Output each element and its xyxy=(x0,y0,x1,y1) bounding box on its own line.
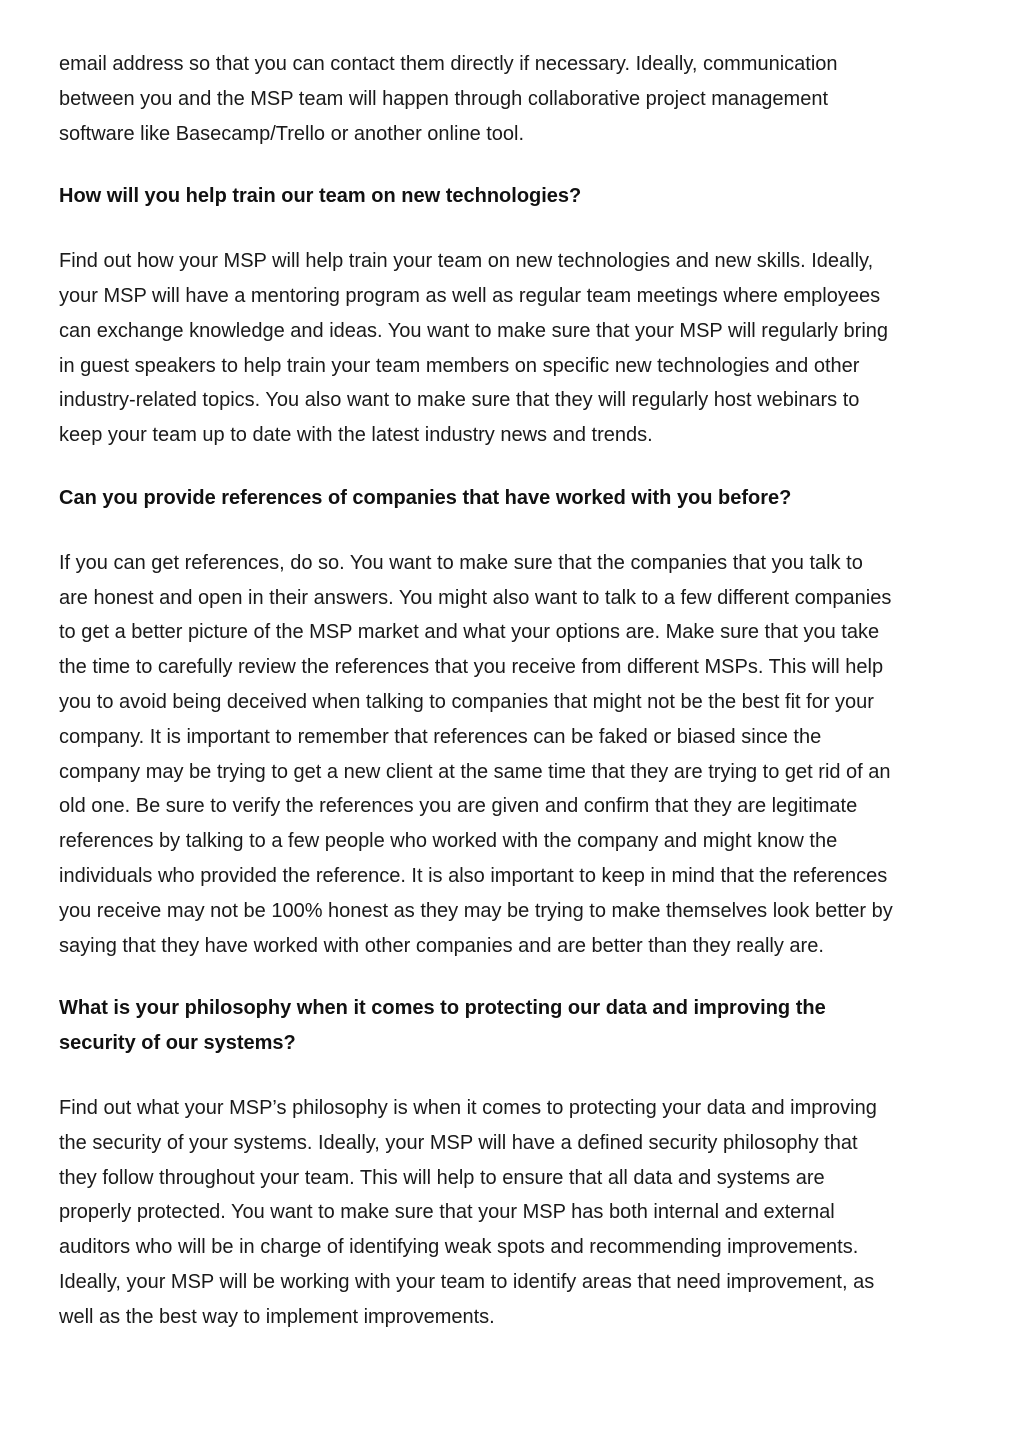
paragraph-line: If you can get references, do so. You want to make sure that the companies that you talk to xyxy=(59,551,863,574)
paragraph-line: in guest speakers to help train your team members on specific new technologies and other xyxy=(59,354,860,377)
paragraph-line: old one. Be sure to verify the references you are given and confirm that they are legitimate xyxy=(59,795,858,818)
paragraph-line: between you and the MSP team will happen through collaborative project management xyxy=(59,87,828,110)
paragraph-line: industry-related topics. You also want to make sure that they will regularly host webinars to xyxy=(59,389,860,412)
paragraph-line: Find out how your MSP will help train your team on new technologies and new skills. Ideally, xyxy=(59,250,874,273)
paragraph-line: can exchange knowledge and ideas. You want to make sure that your MSP will regularly bring xyxy=(59,319,889,342)
paragraph-line: keep your team up to date with the latest industry news and trends. xyxy=(59,424,653,447)
heading-security-philosophy xyxy=(59,991,979,1061)
heading-train-team: How will you help train our team on new technologies? xyxy=(59,185,582,208)
heading-line: What is your philosophy when it comes to protecting our data and improving the xyxy=(59,997,826,1020)
paragraph-line: you receive may not be 100% honest as they may be trying to make themselves look better by xyxy=(59,899,893,922)
paragraph-line: are honest and open in their answers. You might also want to talk to a few different companies xyxy=(59,586,892,609)
paragraph-line: you to avoid being deceived when talking to companies that might not be the best fit for your xyxy=(59,690,874,713)
paragraph-references xyxy=(59,546,979,964)
paragraph-line: the time to carefully review the references that you receive from different MSPs. This will help xyxy=(59,656,884,679)
paragraph-line: well as the best way to implement improvements. xyxy=(59,1305,495,1328)
heading-references: Can you provide references of companies that have worked with you before? xyxy=(59,486,792,509)
paragraph-line: references by talking to a few people who worked with the company and might know the xyxy=(59,830,838,853)
paragraph-line: Ideally, your MSP will be working with your team to identify areas that need improvement, as xyxy=(59,1270,875,1293)
paragraph-msp-communication xyxy=(59,47,979,151)
paragraph-training xyxy=(59,244,979,453)
document-page xyxy=(59,47,979,1335)
paragraph-line: saying that they have worked with other companies and are better than they really are. xyxy=(59,934,824,957)
paragraph-line: the security of your systems. Ideally, your MSP will have a defined security philosophy that xyxy=(59,1131,858,1154)
paragraph-line: software like Basecamp/Trello or another online tool. xyxy=(59,122,525,145)
paragraph-line: Find out what your MSP’s philosophy is when it comes to protecting your data and improving xyxy=(59,1096,877,1119)
heading-line: security of our systems? xyxy=(59,1032,296,1055)
paragraph-security xyxy=(59,1091,979,1335)
paragraph-line: auditors who will be in charge of identifying weak spots and recommending improvements. xyxy=(59,1236,859,1259)
paragraph-line: individuals who provided the reference. It is also important to keep in mind that the references xyxy=(59,864,888,887)
paragraph-line: company. It is important to remember that references can be faked or biased since the xyxy=(59,725,822,748)
paragraph-line: they follow throughout your team. This will help to ensure that all data and systems are xyxy=(59,1166,825,1189)
paragraph-line: email address so that you can contact them directly if necessary. Ideally, communication xyxy=(59,53,838,75)
paragraph-line: your MSP will have a mentoring program as well as regular team meetings where employees xyxy=(59,284,881,307)
paragraph-line: to get a better picture of the MSP market and what your options are. Make sure that you take xyxy=(59,621,880,644)
paragraph-line: company may be trying to get a new client at the same time that they are trying to get rid of an xyxy=(59,760,891,783)
paragraph-line: properly protected. You want to make sure that your MSP has both internal and external xyxy=(59,1201,835,1224)
